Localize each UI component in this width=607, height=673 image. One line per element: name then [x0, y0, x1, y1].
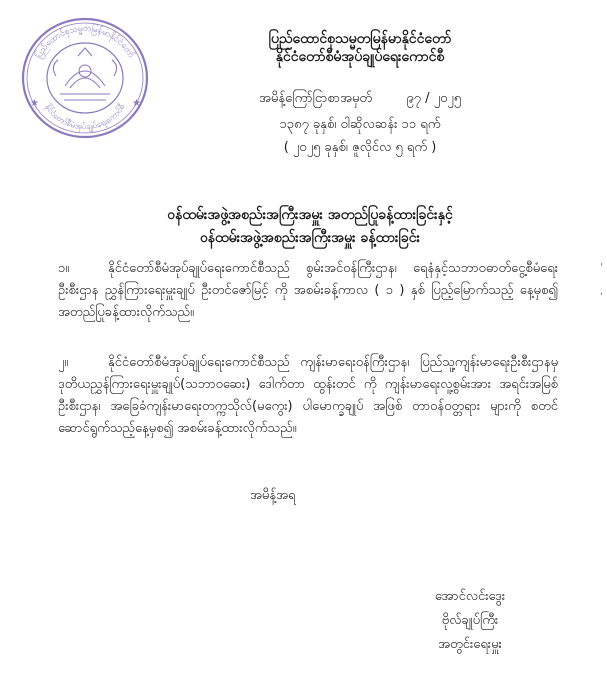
- paragraph-text: နိုင်ငံတော်စီမံအုပ်ချုပ်ရေးကောင်စီသည် စွမ်းအင်ဝန်ကြီးဌာန၊ ရေနံနှင့်သဘာဝဓာတ်ငွေ့စီမံရေး ဦးစီးဌာန ညွှန်ကြားရေးမှူးချုပ် ဦးတင်ဇော်မြင့် ကို အစမ်းခန့်ကာလ ( ၁ ) နှစ် ပြည့်မြောက်သည့် နေ့မှစ၍ အတည်ပြုခန့်ထားလိုက်သည်။: [58, 261, 558, 320]
- official-seal: [20, 16, 150, 140]
- subject-line-1: ဝန်ထမ်းအဖွဲ့အစည်းအကြီးအမှူး အတည်ပြုခန့်ထားခြင်းနှင့်: [167, 207, 453, 223]
- edge-mark: ': [600, 262, 603, 273]
- paragraph-number: ၂။: [58, 355, 69, 370]
- paragraph-number: ၁။: [58, 261, 70, 276]
- order-number: ၉၇ / ၂၀၂၅: [406, 91, 462, 106]
- paragraph-2: [58, 352, 558, 440]
- order-number-line: [150, 90, 570, 108]
- seal-bottom-text: နိုင်ငံတော်စီမံအုပ်ချုပ်ရေးကောင်စီ: [43, 102, 127, 132]
- closing-by-order: အမိန့်အရ: [250, 488, 296, 503]
- signature-block: [380, 588, 560, 654]
- seal-star-left-icon: ★: [30, 98, 39, 109]
- seal-star-right-icon: ★: [132, 98, 141, 109]
- header-line-1: ပြည်ထောင်စုသမ္မတမြန်မာနိုင်ငံတော်: [268, 31, 452, 47]
- subject-line-2: ဝန်ထမ်းအဖွဲ့အစည်းအကြီးအမှူး ခန့်ထားခြင်း: [199, 230, 421, 246]
- paragraph-1: [58, 258, 558, 324]
- date-gregorian: ( ၂၀၂၅ ခုနှစ်၊ ဇူလိုင်လ ၅ ရက် ): [283, 140, 437, 155]
- document-header: [150, 30, 570, 66]
- signatory-title: အတွင်းရေးမှူး: [438, 637, 502, 652]
- order-meta: [150, 90, 570, 157]
- seal-top-text: ပြည်ထောင်စုသမ္မတမြန်မာနိုင်ငံတော်: [34, 23, 137, 61]
- edge-mark: ,: [599, 286, 603, 297]
- order-label: အမိန့်ကြော်ငြာစာအမှတ်: [258, 91, 373, 106]
- signatory-name: အောင်လင်းဒွေး: [434, 589, 506, 604]
- date-myanmar: ၁၃၈၇ ခုနှစ်၊ ဝါဆိုလဆန်း ၁၁ ရက်: [279, 117, 441, 132]
- header-line-2: နိုင်ငံတော်စီမံအုပ်ချုပ်ရေးကောင်စီ: [275, 49, 445, 65]
- paragraph-text: နိုင်ငံတော်စီမံအုပ်ချုပ်ရေးကောင်စီသည် ကျန်းမာရေးဝန်ကြီးဌာန၊ ပြည်သူ့ကျန်းမာရေးဦးစီးဌာနမှ ဒုတိယညွှန်ကြားရေးမှူးချုပ်(သဘာဝဆေး) ဒေါက်တာ ထွန်းတင် ကို ကျန်းမာရေးလူ့စွမ်းအား အရင်းအမြစ်ဦးစီးဌာန၊ အခြေခံကျန်းမာရေးတက္ကသိုလ်(မကွေး) ပါမောက္ခချုပ် အဖြစ် တာဝန်ဝတ္တရား များကို စတင်ဆောင်ရွက်သည့်နေ့မှစ၍ အစမ်းခန့်ထားလိုက်သည်။: [58, 355, 558, 436]
- seal-stamp-icon: [20, 16, 150, 140]
- signatory-rank: ဗိုလ်ချုပ်ကြီး: [441, 613, 499, 628]
